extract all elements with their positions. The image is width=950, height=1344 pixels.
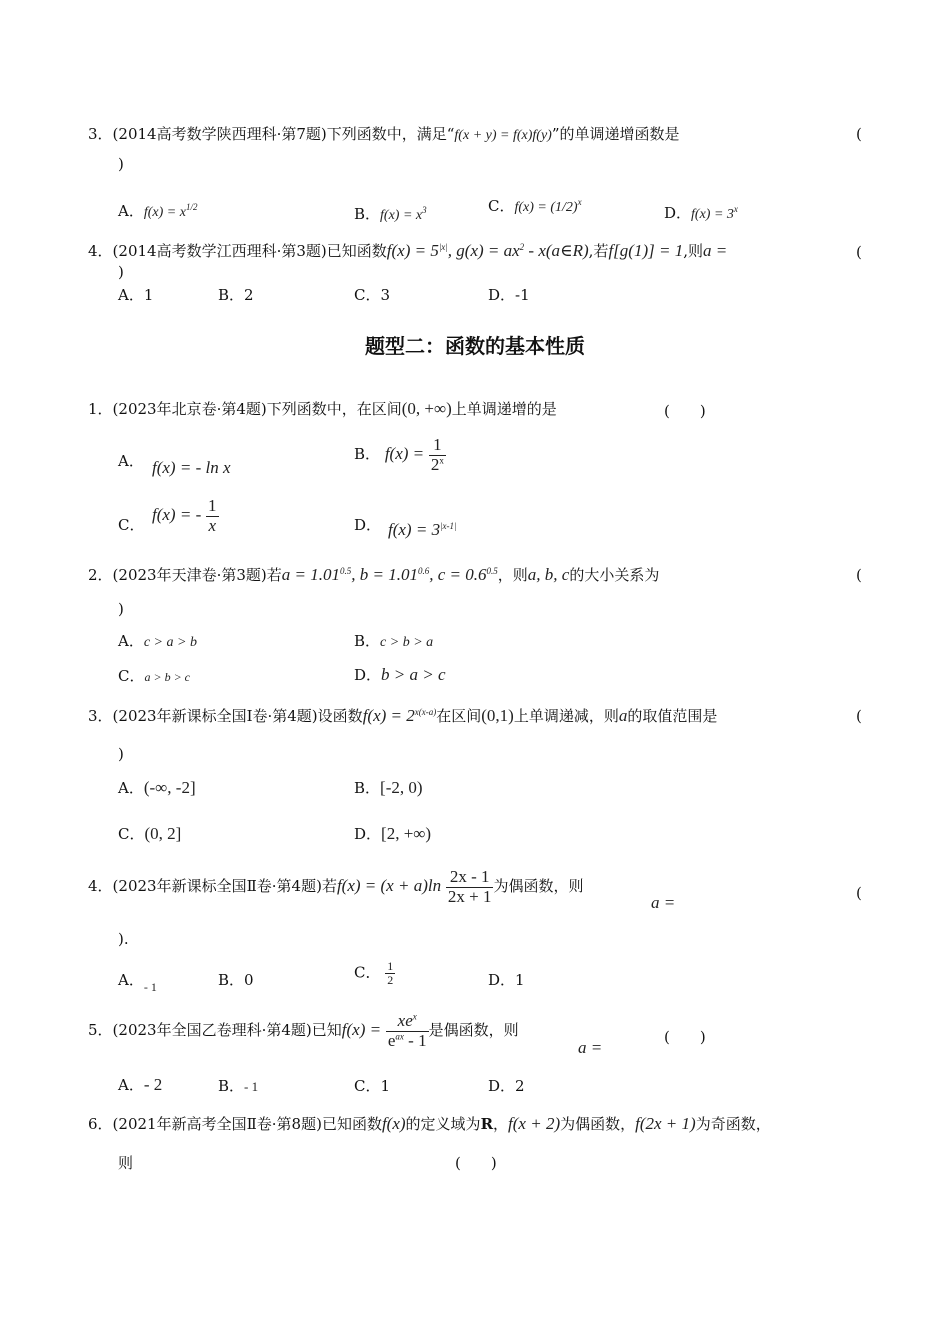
exponent: x (577, 197, 582, 207)
formula: a = (578, 1038, 603, 1057)
option-d[interactable] (488, 1075, 525, 1096)
question-4-old (88, 240, 727, 261)
option-label: A． (118, 1076, 144, 1094)
question-text: 的定义域为 (405, 1115, 481, 1133)
answer-paren: ( ) (455, 1154, 497, 1172)
option-b[interactable] (354, 436, 446, 474)
formula: f(x) = 2 (362, 706, 415, 725)
option-formula: 0 (244, 971, 254, 989)
option-label: B． (354, 445, 381, 464)
question-4 (88, 868, 583, 906)
option-formula: f(x) = x (143, 205, 186, 220)
option-b[interactable] (354, 203, 427, 224)
question-text: 下列函数中，满足“ (326, 125, 455, 143)
question-number: 3． (88, 125, 113, 143)
answer-paren-close: ) (118, 600, 124, 618)
option-label: B． (218, 286, 245, 304)
fraction (429, 436, 446, 474)
option-formula: [2, +∞) (381, 824, 432, 843)
denominator (386, 1032, 429, 1051)
question-text: 已知函数 (326, 242, 387, 260)
question-text: 的大小关系为 (569, 566, 660, 584)
option-formula: 2 (515, 1077, 525, 1095)
question-text: 为偶函数， (560, 1115, 636, 1133)
formula: f(x) = (341, 1020, 382, 1040)
option-label: A． (118, 779, 144, 797)
option-formula: c > b > a (380, 635, 434, 650)
denominator-base: e (387, 1030, 396, 1050)
answer-paren-close: ). (118, 930, 129, 948)
option-label: A． (118, 971, 144, 989)
question-text: 已知函数 (321, 1115, 382, 1133)
denominator-tail: - 1 (403, 1030, 427, 1050)
answer-paren-close: ) (118, 745, 124, 763)
option-formula: 1 (380, 1077, 391, 1095)
question-source: (2023年新课标全国Ⅱ卷·第4题) (112, 877, 322, 896)
question-source: (2021年新高考全国Ⅱ卷·第8题) (112, 1115, 322, 1133)
exponent: x (412, 1011, 417, 1022)
numerator: 1 (387, 959, 394, 973)
denominator (429, 456, 446, 475)
option-label: B． (354, 205, 381, 223)
option-b[interactable] (218, 284, 254, 305)
exponent: x(x-a) (414, 707, 437, 717)
answer-paren-open: ( (856, 243, 862, 261)
option-label: D． (354, 666, 382, 684)
exponent: 0.5 (486, 566, 498, 576)
exponent: 2 (519, 242, 525, 252)
formula: f(x) = 5 (386, 241, 439, 260)
formula: f(2x + 1) (635, 1114, 696, 1133)
option-label: A． (118, 632, 144, 650)
formula: a, b, c (527, 565, 570, 584)
option-formula: f(x) = 3 (691, 207, 734, 222)
option-formula: 1 (515, 971, 525, 989)
formula: , c = 0.6 (429, 565, 487, 584)
fraction (386, 1012, 429, 1050)
question-1 (88, 398, 557, 419)
formula: , b = 1.01 (351, 565, 418, 584)
exponent: |x| (438, 242, 448, 252)
option-value: 1 (143, 286, 154, 304)
exponent: 0.5 (340, 566, 352, 576)
formula: f(x + 2) (508, 1114, 561, 1133)
numerator: 1 (429, 436, 446, 456)
question-6 (88, 1113, 771, 1134)
option-c[interactable] (118, 514, 144, 535)
option-formula: (0, 2] (144, 824, 182, 843)
answer-paren-open: ( (856, 884, 862, 902)
answer-paren: ( ) (664, 1028, 706, 1046)
option-label: D． (488, 286, 516, 304)
option-c[interactable] (354, 960, 395, 987)
question-text: 已知 (311, 1021, 342, 1040)
question-text: 设函数 (317, 707, 363, 725)
option-d[interactable] (488, 969, 525, 990)
option-b[interactable] (218, 1075, 258, 1096)
option-a[interactable] (118, 969, 157, 994)
question-text: 的取值范围是 (627, 707, 718, 725)
option-c-formula (152, 497, 219, 535)
numerator-base: xe (397, 1011, 413, 1030)
option-label: B． (218, 1077, 245, 1095)
option-label: D． (664, 204, 692, 222)
formula: a (618, 706, 628, 725)
question-text: ,若 (588, 242, 609, 260)
exponent: 1/2 (185, 202, 198, 212)
option-a-formula: f(x) = - ln x (152, 458, 231, 477)
option-a[interactable] (118, 1074, 162, 1095)
formula: f(x + y) = f(x)f(y) (454, 128, 552, 143)
question-3 (88, 705, 717, 726)
option-label: B． (354, 632, 381, 650)
option-value: -1 (515, 286, 530, 304)
option-label: C． (354, 286, 381, 304)
formula: f(x) (381, 1114, 406, 1133)
option-formula: (-∞, -2] (143, 778, 196, 797)
question-6-tail: 则 (118, 1154, 134, 1172)
formula: f(x) = (x + a)ln (336, 876, 442, 896)
option-formula: f(x) = - (152, 505, 202, 525)
option-label: C． (354, 1077, 381, 1095)
option-value: 2 (244, 286, 254, 304)
option-d[interactable] (354, 823, 431, 844)
option-label: D． (488, 1077, 516, 1095)
option-label: C． (488, 197, 515, 215)
numerator: 2x - 1 (446, 868, 494, 888)
option-c[interactable] (354, 284, 390, 305)
option-label: B． (354, 779, 381, 797)
option-formula: f(x) = x (380, 208, 423, 223)
option-d[interactable] (354, 664, 446, 685)
option-c[interactable] (354, 1075, 390, 1096)
option-a[interactable] (118, 630, 197, 651)
answer-paren-open: ( (856, 566, 862, 584)
numerator (386, 1012, 429, 1032)
option-label: A． (118, 452, 144, 470)
option-label: A． (118, 202, 144, 220)
question-number: 1． (88, 400, 113, 418)
question-source: (2023年全国乙卷理科·第4题) (112, 1021, 312, 1040)
question-text: ”的单调递增函数是 (551, 125, 680, 143)
option-d-formula (388, 520, 457, 540)
exponent: 0.6 (417, 566, 430, 576)
option-c[interactable] (488, 195, 582, 216)
option-b[interactable] (354, 777, 423, 798)
question-source: (2023年新课标全国Ⅰ卷·第4题) (112, 707, 318, 725)
fraction (446, 868, 494, 906)
formula: a = (702, 241, 728, 260)
question-text: 下列函数中，在区间 (266, 400, 402, 418)
denominator: x (208, 515, 217, 535)
formula: , g(x) = ax (447, 241, 520, 260)
question-text: 上单调递减，则 (513, 707, 619, 725)
question-text: 在区间 (436, 707, 482, 725)
option-d[interactable] (664, 202, 738, 223)
option-a[interactable] (118, 200, 197, 221)
option-label: C． (118, 825, 145, 843)
option-formula: f(x) = 3 (388, 520, 441, 539)
answer-paren: ( ) (664, 402, 706, 420)
option-value: 3 (380, 286, 391, 304)
question-source: (2014高考数学江西理科·第3题) (112, 242, 327, 260)
question-text: 若 (266, 566, 282, 584)
numerator: 1 (208, 496, 217, 515)
question-text: 若 (321, 877, 337, 896)
question-source: (2014高考数学陕西理科·第7题) (112, 125, 327, 143)
option-b[interactable] (218, 969, 254, 990)
option-formula: [-2, 0) (380, 778, 423, 797)
formula: a = (651, 893, 676, 912)
question-text: ,则 (683, 242, 703, 260)
question-number: 4． (88, 877, 113, 896)
question-source: (2023年天津卷·第3题) (112, 566, 267, 584)
question-text: 为奇函数， (695, 1115, 771, 1133)
exponent: |x-1| (440, 521, 457, 531)
formula: (0, +∞) (401, 399, 452, 418)
question-3-old (88, 123, 680, 144)
option-d[interactable] (488, 284, 530, 305)
option-formula: f(x) = (384, 444, 425, 464)
fraction (206, 497, 219, 535)
answer-paren-open: ( (856, 707, 862, 725)
exponent: x (439, 455, 444, 466)
denominator-base: 2 (430, 454, 440, 474)
option-formula: - 1 (143, 980, 157, 994)
formula: R (480, 1115, 494, 1133)
option-formula: - 2 (143, 1075, 163, 1094)
question-2 (88, 564, 659, 585)
question-number: 5． (88, 1021, 113, 1040)
formula: a = 1.01 (281, 565, 340, 584)
option-formula: b > a > c (381, 665, 446, 684)
exponent: ax (395, 1031, 404, 1042)
section-title: 题型二：函数的基本性质 (365, 334, 585, 358)
option-a[interactable] (118, 777, 196, 798)
question-number: 4． (88, 242, 113, 260)
option-label: C． (118, 667, 145, 685)
fraction (385, 960, 395, 987)
option-a[interactable] (118, 450, 144, 471)
answer-paren-close: ) (118, 263, 124, 281)
question-text: ，则 (497, 566, 528, 584)
question-number: 2． (88, 566, 113, 584)
question-text: ， (493, 1115, 509, 1133)
formula: f[g(1)] = 1 (608, 241, 684, 260)
question-5 (88, 1012, 519, 1050)
option-formula: f(x) = (1/2) (514, 200, 578, 215)
question-number: 3． (88, 707, 113, 725)
option-label: D． (354, 825, 382, 843)
option-c[interactable] (118, 665, 190, 686)
question-number: 6． (88, 1115, 113, 1133)
formula: - x(a∈R) (524, 241, 589, 260)
option-formula: a > b > c (144, 670, 191, 684)
option-label: D． (354, 516, 382, 534)
question-text: 为偶函数，则 (493, 877, 584, 896)
option-a[interactable] (118, 284, 153, 305)
option-label: B． (218, 971, 245, 989)
option-c[interactable] (118, 823, 181, 844)
option-label: D． (488, 971, 516, 989)
question-text: 上单调递增的是 (451, 400, 557, 418)
question-source: (2023年北京卷·第4题) (112, 400, 267, 418)
exponent: 3 (422, 205, 427, 215)
exponent: x (733, 204, 738, 214)
denominator: 2x + 1 (447, 886, 492, 906)
option-d[interactable] (354, 514, 381, 535)
question-text: 是偶函数，则 (428, 1021, 519, 1040)
option-b[interactable] (354, 630, 433, 651)
option-label: C． (354, 963, 381, 982)
formula: (0,1) (481, 706, 514, 725)
option-formula: - 1 (244, 1079, 259, 1094)
denominator: 2 (387, 973, 394, 988)
answer-paren-open: ( (856, 125, 862, 143)
answer-paren-close: ) (118, 155, 124, 173)
option-formula: c > a > b (143, 635, 197, 650)
option-label: C． (118, 516, 145, 534)
option-label: A． (118, 286, 144, 304)
